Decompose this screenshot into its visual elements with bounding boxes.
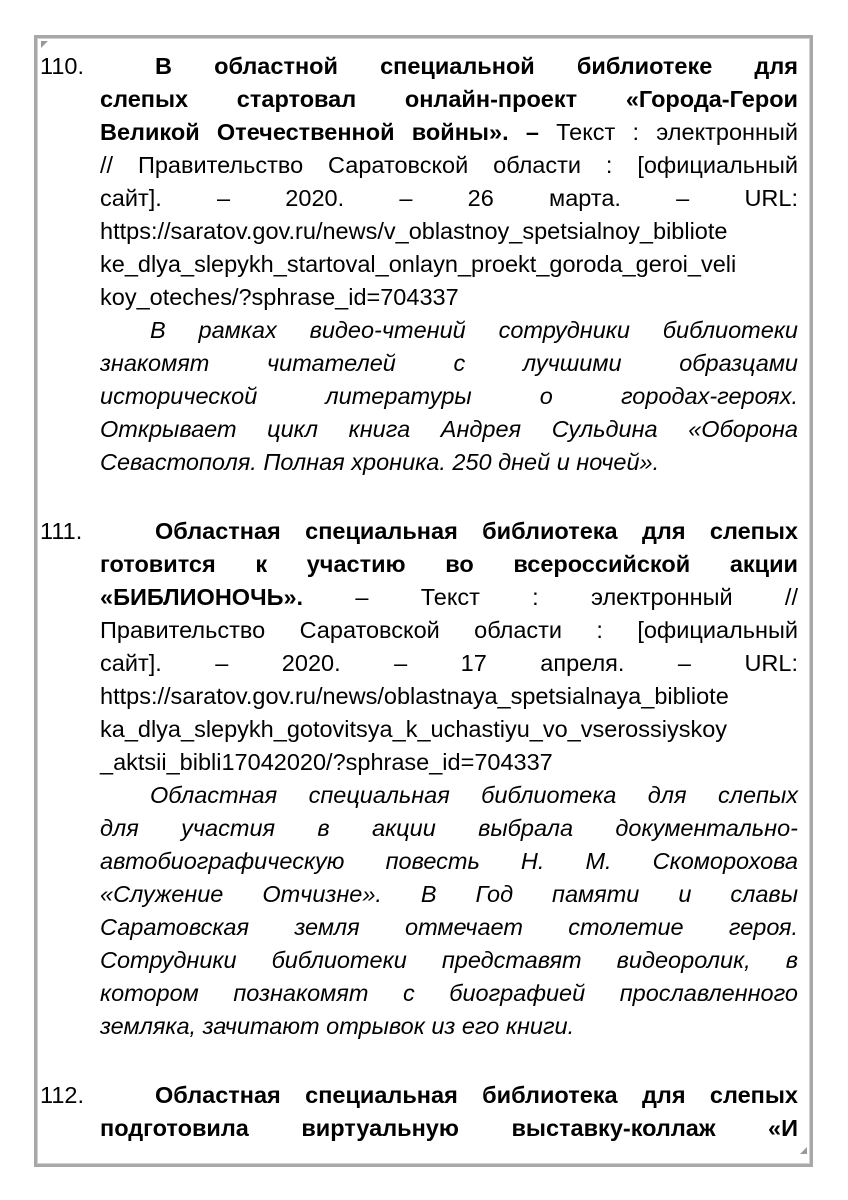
citation-line (100, 1079, 798, 1112)
citation-text: – Текст : электронный // (303, 584, 798, 610)
annotation-line: В рамках видео-чтений сотрудники библиотеки (150, 317, 798, 343)
annotation-line: земляка, зачитают отрывок из его книги. (100, 1013, 575, 1039)
bibliography-entry (40, 515, 798, 1043)
citation-line (100, 50, 798, 83)
citation-text: ke_dlya_slepykh_startoval_onlayn_proekt_goroda_geroi_veli (100, 251, 737, 277)
citation-line (100, 515, 798, 548)
citation-line (100, 614, 798, 647)
citation-text: koy_oteches/?sphrase_id=704337 (100, 284, 459, 310)
annotation-line: котором познакомят с биографией прославленного (100, 980, 798, 1006)
annotation-line: Севастополя. Полная хроника. 250 дней и ночей». (100, 449, 660, 475)
annotation-line: Открывает цикл книга Андрея Сульдина «Оборона (100, 416, 798, 442)
entry-number: 110. (40, 53, 84, 79)
citation-line (100, 149, 798, 182)
annotation-line: Саратовская земля отмечает столетие героя. (100, 914, 798, 940)
annotation-line: Областная специальная библиотека для слепых (150, 782, 798, 808)
bibliography-list (40, 50, 798, 1181)
citation-line (100, 182, 798, 215)
annotation-line: Сотрудники библиотеки представят видеоролик, в (100, 947, 798, 973)
citation-line (100, 746, 798, 779)
annotation-line: для участия в акции выбрала документально- (100, 815, 798, 841)
bibliography-entry (40, 1079, 798, 1145)
citation-line (100, 548, 798, 581)
citation-text: Текст : электронный (538, 119, 798, 145)
entry-title-text: Областная специальная библиотека для слепых (155, 1082, 798, 1108)
citation-line (100, 116, 798, 149)
annotation-line: «Служение Отчизне». В Год памяти и славы (100, 881, 798, 907)
entry-title-text: слепых стартовал онлайн-проект «Города-Герои (100, 86, 798, 112)
corner-mark (800, 1147, 807, 1154)
citation-text: Правительство Саратовской области : [официальный (100, 617, 798, 643)
citation-line (100, 1112, 798, 1145)
entry-title-text: «БИБЛИОНОЧЬ». (100, 584, 304, 610)
citation-text: https://saratov.gov.ru/news/v_oblastnoy_spetsialnoy_bibliote (100, 218, 728, 244)
citation-text: // Правительство Саратовской области : [официальный (100, 152, 798, 178)
annotation-line: автобиографическую повесть Н. М. Скоморохова (100, 848, 798, 874)
entry-title-text: подготовила виртуальную выставку-коллаж «И (100, 1115, 798, 1141)
citation-line (100, 248, 798, 281)
entry-title-text: Областная специальная библиотека для слепых (155, 518, 798, 544)
citation-text: https://saratov.gov.ru/news/oblastnaya_spetsialnaya_bibliote (100, 683, 729, 709)
citation-text: _aktsii_bibli17042020/?sphrase_id=704337 (100, 749, 553, 775)
citation-line (100, 215, 798, 248)
citation-text: сайт]. – 2020. – 26 марта. – URL: (100, 185, 798, 211)
entry-title-text: Великой Отечественной войны». – (100, 119, 539, 145)
citation-text: сайт]. – 2020. – 17 апреля. – URL: (100, 650, 798, 676)
entry-title-text: В областной специальной библиотеке для (155, 53, 798, 79)
annotation-line: знакомят читателей с лучшими образцами (100, 350, 798, 376)
entry-title-text: готовится к участию во всероссийской акции (100, 551, 798, 577)
citation-line (100, 581, 798, 614)
bibliography-entry (40, 50, 798, 479)
citation-line (100, 680, 798, 713)
annotation-line: исторической литературы о городах-героях. (100, 383, 798, 409)
citation-text: ka_dlya_slepykh_gotovitsya_k_uchastiyu_vo_vserossiyskoy (100, 716, 728, 742)
entry-number: 111. (40, 518, 83, 544)
citation-line (100, 713, 798, 746)
citation-line (100, 281, 798, 314)
citation-line (100, 647, 798, 680)
entry-number: 112. (40, 1082, 84, 1108)
citation-line (100, 83, 798, 116)
corner-mark (41, 41, 48, 48)
